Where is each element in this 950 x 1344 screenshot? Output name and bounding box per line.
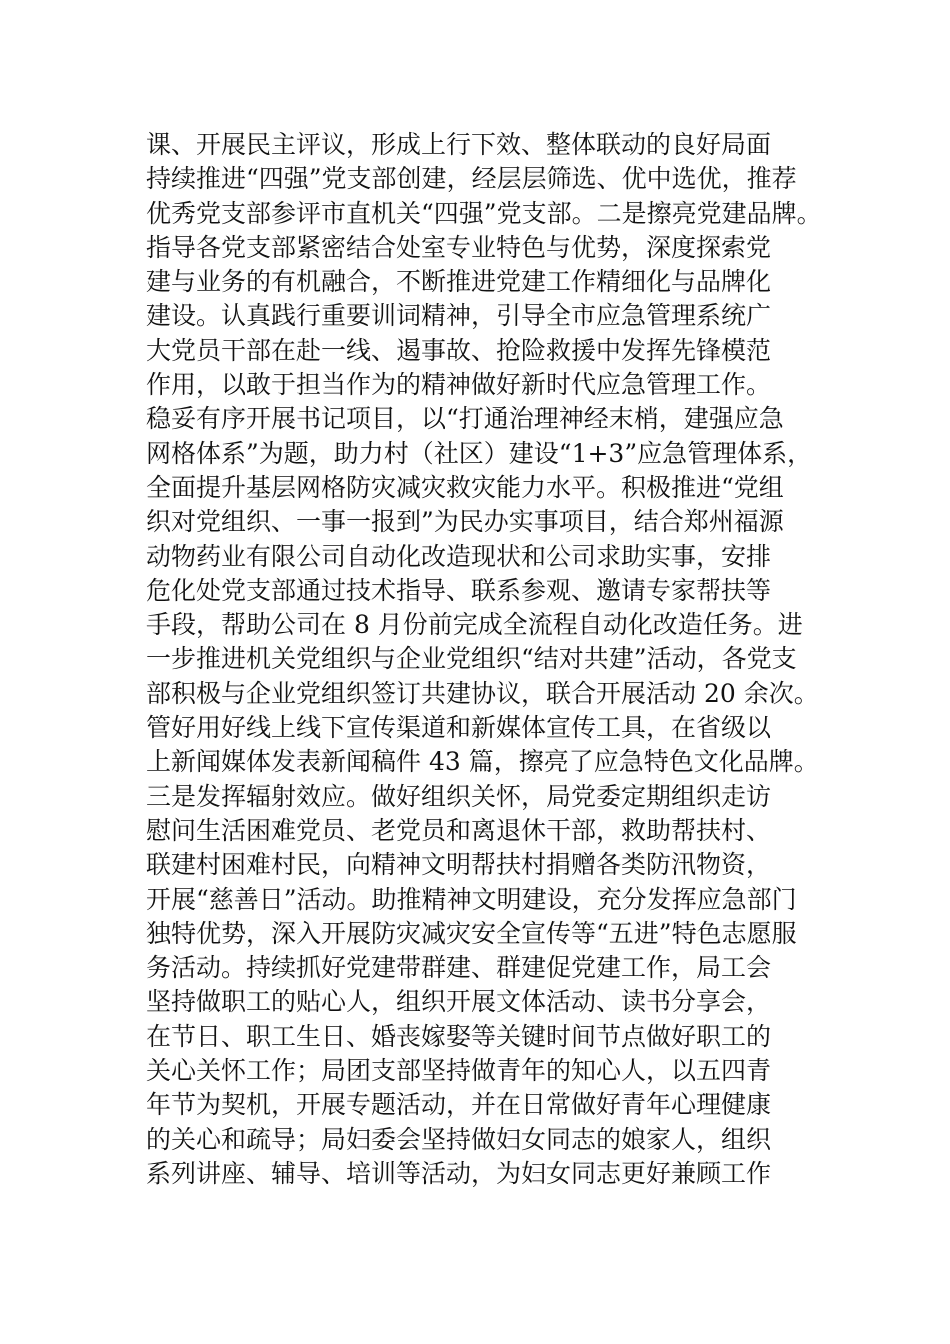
text-line: 建设。认真践行重要训词精神，引导全市应急管理系统广 bbox=[146, 301, 772, 331]
text-line: 优秀党支部参评市直机关“四强”党支部。二是擦亮党建品牌。 bbox=[146, 198, 822, 228]
text-line: 独特优势，深入开展防灾减灾安全宣传等“五进”特色志愿服 bbox=[146, 918, 797, 948]
text-line: 网格体系”为题，助力村（社区）建设“1+3”应急管理体系， bbox=[146, 438, 813, 468]
text-line: 指导各党支部紧密结合处室专业特色与优势，深度探索党 bbox=[146, 232, 772, 262]
text-line: 联建村困难村民，向精神文明帮扶村捐赠各类防汛物资， bbox=[146, 850, 772, 880]
text-line: 部积极与企业党组织签订共建协议，联合开展活动 20 余次。 bbox=[146, 678, 819, 708]
text-line: 的关心和疏导；局妇委会坚持做妇女同志的娘家人，组织 bbox=[146, 1124, 772, 1154]
text-line: 持续推进“四强”党支部创建，经层层筛选、优中选优，推荐 bbox=[146, 164, 797, 194]
text-line: 一步推进机关党组织与企业党组织“结对共建”活动，各党支 bbox=[146, 644, 797, 674]
text-line: 三是发挥辐射效应。做好组织关怀，局党委定期组织走访 bbox=[146, 781, 772, 811]
text-line: 上新闻媒体发表新闻稿件 43 篇，擦亮了应急特色文化品牌。 bbox=[146, 747, 819, 777]
text-line: 动物药业有限公司自动化改造现状和公司求助实事，安排 bbox=[146, 541, 772, 571]
text-line: 大党员干部在赴一线、遏事故、抢险救援中发挥先锋模范 bbox=[146, 335, 772, 365]
text-line: 危化处党支部通过技术指导、联系参观、邀请专家帮扶等 bbox=[146, 575, 772, 605]
text-line: 课、开展民主评议，形成上行下效、整体联动的良好局面 bbox=[146, 130, 772, 159]
text-line: 全面提升基层网格防灾减灾救灾能力水平。积极推进“党组 bbox=[146, 472, 784, 502]
text-line: 开展“慈善日”活动。助推精神文明建设，充分发挥应急部门 bbox=[146, 884, 797, 914]
text-line: 关心关怀工作；局团支部坚持做青年的知心人，以五四青 bbox=[146, 1056, 772, 1086]
text-line: 年节为契机，开展专题活动，并在日常做好青年心理健康 bbox=[146, 1090, 772, 1120]
text-line: 手段，帮助公司在 8 月份前完成全流程自动化改造任务。进 bbox=[146, 610, 803, 640]
body-text bbox=[146, 128, 826, 1191]
text-line: 作用，以敢于担当作为的精神做好新时代应急管理工作。 bbox=[146, 370, 772, 400]
text-line: 坚持做职工的贴心人，组织开展文体活动、读书分享会， bbox=[146, 987, 772, 1017]
text-line: 管好用好线上线下宣传渠道和新媒体宣传工具，在省级以 bbox=[146, 713, 772, 743]
text-line: 在节日、职工生日、婚丧嫁娶等关键时间节点做好职工的 bbox=[146, 1021, 772, 1051]
text-line: 系列讲座、辅导、培训等活动，为妇女同志更好兼顾工作 bbox=[146, 1158, 772, 1188]
text-line: 织对党组织、一事一报到”为民办实事项目，结合郑州福源 bbox=[146, 507, 784, 537]
text-line: 稳妥有序开展书记项目，以“打通治理神经末梢，建强应急 bbox=[146, 404, 784, 434]
text-line: 建与业务的有机融合，不断推进党建工作精细化与品牌化 bbox=[146, 267, 772, 297]
text-line: 慰问生活困难党员、老党员和离退休干部，救助帮扶村、 bbox=[146, 815, 772, 845]
text-line: 务活动。持续抓好党建带群建、群建促党建工作，局工会 bbox=[146, 953, 772, 983]
